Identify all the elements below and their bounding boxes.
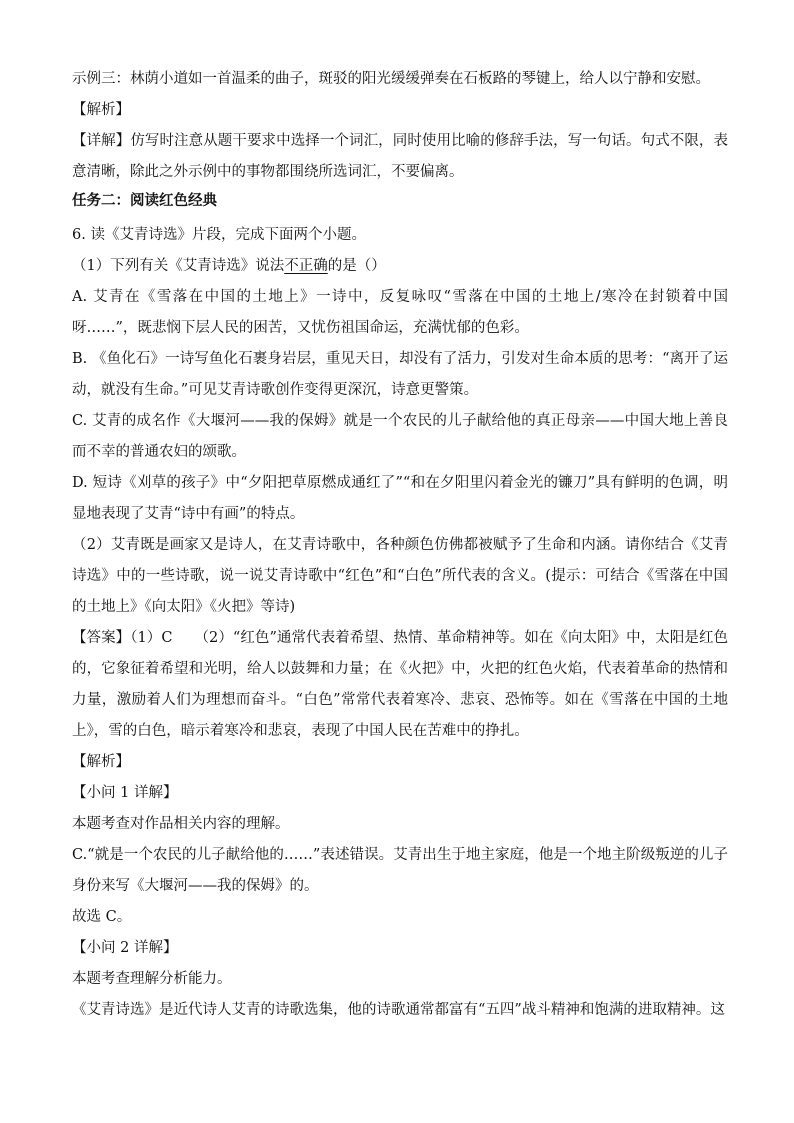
sub-question-two-label: 【小问 2 详解】 [72, 940, 178, 956]
question-six-part-one [72, 251, 728, 282]
sub-question-one-line-1: 本题考查对作品相关内容的理解。 [72, 816, 290, 832]
option-b: B. 《鱼化石》一诗写鱼化石裹身岩层，重见天日，却没有了活力，引发对生命本质的思考：“离开了运动，就没有生命。”可见艾青诗歌创作变得更深沉，诗意更警策。 [72, 351, 728, 398]
sub-question-two-line-1: 本题考查理解分析能力。 [72, 971, 232, 987]
option-d: D. 短诗《刈草的孩子》中“夕阳把草原燃成通红了”“和在夕阳里闪着金光的镰刀”具有鲜明的色调，明显地表现了艾青“诗中有画”的特点。 [72, 475, 728, 522]
analysis-label-two: 【解析】 [72, 754, 130, 770]
sub-question-one-line-3: 故选 C。 [72, 909, 132, 925]
q6-1-suffix: 的是（） [327, 258, 386, 274]
task-two-heading: 任务二：阅读红色经典 [72, 193, 217, 209]
example-three: 示例三：林荫小道如一首温柔的曲子，斑驳的阳光缓缓弹奏在石板路的琴键上，给人以宁静和安慰。 [72, 71, 710, 87]
q6-1-prefix: （1）下列有关《艾青诗选》说法 [72, 258, 285, 274]
question-six-part-two: （2）艾青既是画家又是诗人，在艾青诗歌中，各种颜色仿佛都被赋予了生命和内涵。请你结合《艾青诗选》中的一些诗歌，说一说艾青诗歌中“红色”和“白色”所代表的含义。(提示：可结合《雪落在中国的土地上》《向太阳》《火把》等诗) [72, 537, 728, 615]
answer-label: 【答案】 [72, 630, 131, 646]
answer-part-two: （2）“红色”通常代表着希望、热情、革命精神等。如在《向太阳》中，太阳是红色的，它象征着希望和光明，给人以鼓舞和力量；在《火把》中，火把的红色火焰，代表着革命的热情和力量，激励着人们为理想而奋斗。“白色”常常代表着寒冷、悲哀、恐怖等。如在《雪落在中国的土地上》，雪的白色，暗示着寒冷和悲哀，表现了中国人民在苦难中的挣扎。 [72, 630, 728, 739]
question-six-stem: 6. 读《艾青诗选》片段，完成下面两个小题。 [72, 227, 366, 243]
document-page [72, 64, 728, 1026]
answer-part-one: （1）C [130, 630, 173, 646]
detail-paragraph: 【详解】仿写时注意从题干要求中选择一个词汇，同时使用比喻的修辞手法，写一句话。句式不限，表意清晰，除此之外示例中的事物都围绕所选词汇，不要偏离。 [72, 133, 728, 180]
q6-1-emphasis: 不正确 [284, 258, 328, 274]
option-a: A. 艾青在《雪落在中国的土地上》一诗中，反复咏叹“雪落在中国的土地上/寒冷在封锁着中国呀……”，既悲悯下层人民的困苦，又忧伤祖国命运，充满忧郁的色彩。 [72, 289, 728, 336]
sub-question-one-line-2: C.“就是一个农民的儿子献给他的……”表述错误。艾青出生于地主家庭，他是一个地主阶级叛逆的儿子身份来写《大堰河——我的保姆》的。 [72, 847, 728, 894]
option-c: C. 艾青的成名作《大堰河——我的保姆》就是一个农民的儿子献给他的真正母亲——中国大地上善良而不幸的普通农妇的颂歌。 [72, 413, 728, 460]
analysis-label: 【解析】 [72, 102, 130, 118]
answer-block [72, 623, 728, 747]
sub-question-two-line-2: 《艾青诗选》是近代诗人艾青的诗歌选集，他的诗歌通常都富有“五四”战斗精神和饱满的进取精神。这 [72, 1002, 725, 1018]
sub-question-one-label: 【小问 1 详解】 [72, 785, 178, 801]
